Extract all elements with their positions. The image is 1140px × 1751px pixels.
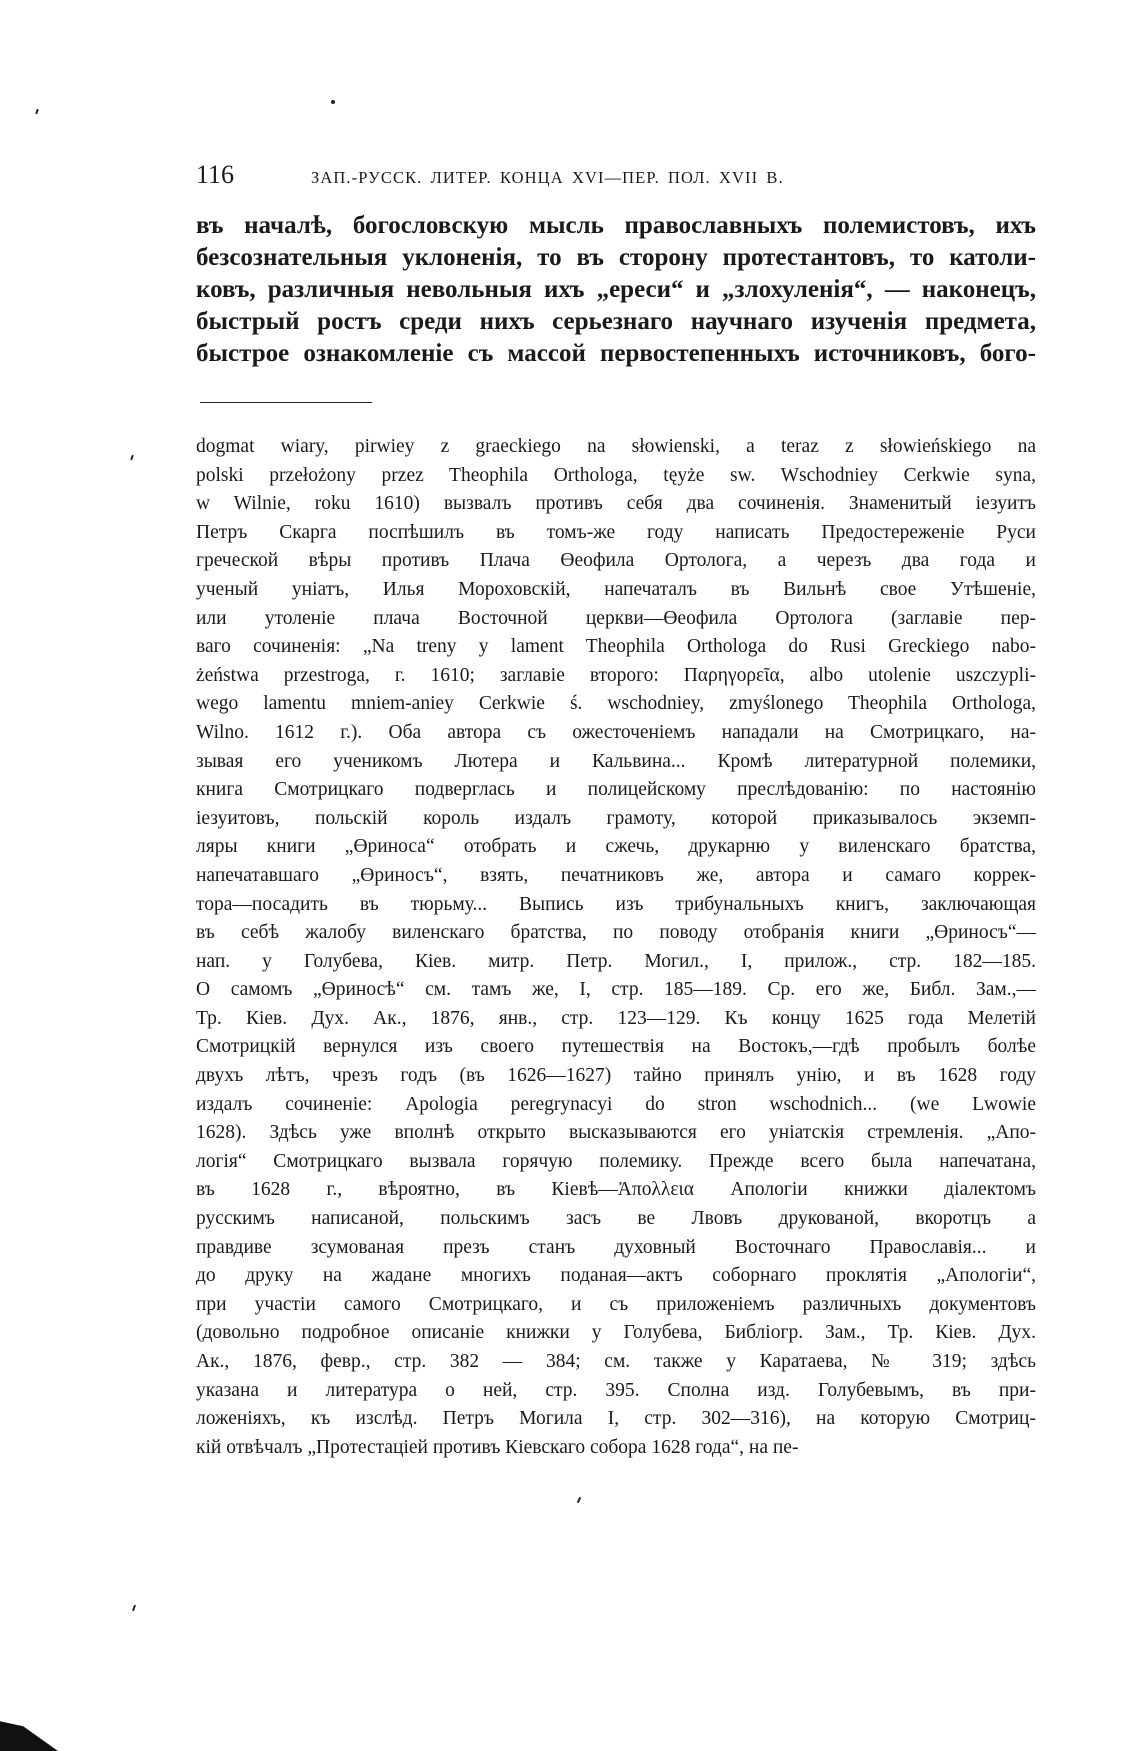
footnote: [196, 433, 1036, 1462]
footnote-line: polski przełożony przez Theophila Orthologa, tęyże sw. Wschodniey Cerkwie syna,: [196, 464, 1036, 486]
footnote-line: издалъ сочиненіе: Apologia peregrynacyi do stron wschodnich... (we Lwowie: [196, 1093, 1036, 1115]
footnote-line: до друку на жадане многихъ поданая—актъ соборнаго проклятія „Апологіи“,: [196, 1265, 1036, 1287]
footnote-line: двухъ лѣтъ, чрезъ годъ (въ 1626—1627) тайно принялъ унію, и въ 1628 году: [196, 1065, 1036, 1087]
footnote-line: О самомъ „Өриносѣ“ см. тамъ же, I, стр. 185—189. Ср. его же, Библ. Зам.,—: [196, 979, 1036, 1001]
footnote-line: Тр. Кіев. Дух. Ак., 1876, янв., стр. 123—129. Къ концу 1625 года Мелетій: [196, 1007, 1036, 1029]
scan-speck: [132, 1605, 136, 1611]
main-text-line: въ началѣ, богословскую мысль православныхъ полемистовъ, ихъ: [196, 212, 1036, 239]
footnote-line: ложеніяхъ, къ изслѣд. Петръ Могила I, стр. 302—316), на которую Смотриц-: [196, 1408, 1036, 1430]
footnote-line: w Wilnie, roku 1610) вызвалъ противъ себя два сочиненія. Знаменитый іезуитъ: [196, 493, 1036, 515]
footnote-line: напечатавшаго „Өриносъ“, взять, печатниковъ же, автора и самаго коррек-: [196, 864, 1036, 886]
footnote-line: żeństwa przestroga, г. 1610; заглавіе второго: Παρηγορεῖα, albo utolenie uszczypli-: [196, 664, 1036, 686]
footnote-line: Wilno. 1612 г.). Оба автора съ ожесточеніемъ нападали на Смотрицкаго, на-: [196, 721, 1036, 743]
main-text: [196, 210, 1036, 370]
footnote-line: тора—посадить въ тюрьму... Выпись изъ трибунальныхъ книгъ, заключающая: [196, 893, 1036, 915]
footnote-line: Смотрицкій вернулся изъ своего путешествія на Востокъ,—гдѣ пробылъ болѣе: [196, 1036, 1036, 1058]
footnote-separator: [200, 402, 372, 403]
footnote-line: Ак., 1876, февр., стр. 382 — 384; см. также у Каратаева, № 319; здѣсь: [196, 1351, 1036, 1372]
footnote-line: логія“ Смотрицкаго вызвала горячую полемику. Прежде всего была напечатана,: [196, 1150, 1036, 1172]
footnote-line: правдиве зсумованая презъ станъ духовный Восточнаго Православія... и: [196, 1236, 1036, 1258]
footnote-line: нап. у Голубева, Кіев. митр. Петр. Могил., I, прилож., стр. 182—185.: [196, 950, 1036, 972]
page-header: [196, 160, 956, 190]
footnote-line: Петръ Скарга поспѣшилъ въ томъ-же году написать Предостереженіе Руси: [196, 521, 1036, 543]
running-head: ЗАП.-РУССК. ЛИТЕР. КОНЦА XVI—ПЕР. ПОЛ. XVII В.: [311, 168, 784, 187]
footnote-line: книга Смотрицкаго подверглась и полицейскому преслѣдованію: по настоянію: [196, 779, 1036, 801]
footnote-line: въ себѣ жалобу виленскаго братства, по поводу отобранія книги „Өриносъ“—: [196, 922, 1036, 944]
footnote-line: при участіи самого Смотрицкаго, и съ приложеніемъ различныхъ документовъ: [196, 1293, 1036, 1315]
footnote-line: wego lamentu mniem-aniey Cerkwie ś. wschodniey, zmyślonego Theophila Orthologa,: [196, 693, 1036, 715]
scan-speck: [35, 109, 39, 114]
footnote-line: dogmat wiary, pirwiey z graeckiego na słowienski, a teraz z słowieńskiego na: [196, 436, 1036, 457]
footnote-line: ученый уніатъ, Илья Мороховскій, напечаталъ въ Вильнѣ свое Утѣшеніе,: [196, 578, 1036, 600]
footnote-line: ваго сочиненія: „Na treny y lament Theophila Orthologa do Rusi Greckiego nabo-: [196, 636, 1036, 658]
main-text-line: быстрое ознакомленіе съ массой первостепенныхъ источниковъ, бого-: [196, 340, 1036, 367]
footnote-line: или утоленіе плача Восточной церкви—Өеофила Ортолога (заглавіе пер-: [196, 607, 1036, 629]
scan-speck: [130, 455, 134, 460]
footnote-line: ляры книги „Өриноса“ отобрать и сжечь, друкарню у виленскаго братства,: [196, 836, 1036, 858]
main-text-line: быстрый ростъ среди нихъ серьезнаго научнаго изученія предмета,: [196, 308, 1036, 335]
footnote-line: указана и литература о ней, стр. 395. Сполна изд. Голубевымъ, въ при-: [196, 1379, 1036, 1401]
footnote-line: іезуитовъ, польскій король издалъ грамоту, которой приказывалось экземп-: [196, 807, 1036, 829]
footnote-line: зывая его ученикомъ Лютера и Кальвина... Кромѣ литературной полемики,: [196, 750, 1036, 772]
scan-speck: [331, 100, 335, 104]
footnote-line: русскимъ написаной, польскимъ засъ ве Лвовъ друкованой, вкоротцъ а: [196, 1208, 1036, 1230]
footnote-line: кій отвѣчалъ „Протестаціей противъ Кіевскаго собора 1628 года“, на пе-: [196, 1436, 799, 1458]
scan-corner-smudge: [0, 1718, 58, 1751]
main-text-line: ковъ, различныя невольныя ихъ „ереси“ и „злохуленія“, — наконецъ,: [196, 276, 1036, 303]
footnote-line: 1628). Здѣсь уже вполнѣ открыто высказываются его уніатскія стремленія. „Апо-: [196, 1122, 1036, 1144]
footnote-line: въ 1628 г., вѣроятно, въ Кіевѣ—Ἀπολλεια Апологіи книжки діалектомъ: [196, 1179, 1036, 1201]
footnote-line: (довольно подробное описаніе книжки у Голубева, Библіогр. Зам., Тр. Кіев. Дух.: [196, 1322, 1036, 1344]
scan-speck: [577, 1497, 581, 1503]
footnote-line: греческой вѣры противъ Плача Өеофила Ортолога, а черезъ два года и: [196, 550, 1036, 572]
main-text-line: безсознательныя уклоненія, то въ сторону протестантовъ, то католи-: [196, 244, 1036, 271]
page-number: 116: [196, 160, 235, 189]
